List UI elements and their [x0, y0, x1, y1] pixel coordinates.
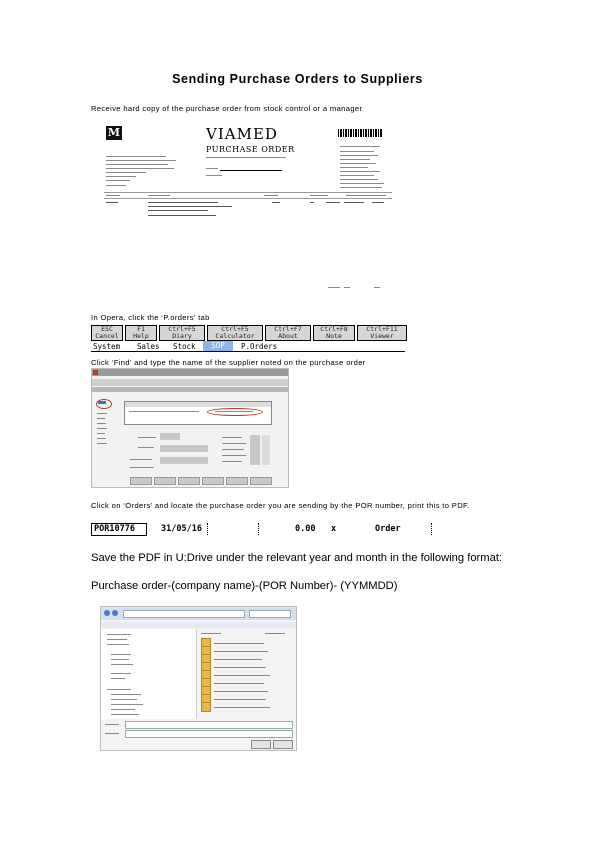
step-receive-hard-copy: Receive hard copy of the purchase order from stock control or a manager	[91, 104, 363, 113]
por-date: 31/05/16	[161, 524, 202, 534]
por-type: Order	[375, 524, 401, 534]
company-name: VIAMED	[206, 125, 278, 143]
function-key-viewer[interactable]: Ctrl+F11 Viewer	[357, 325, 407, 341]
function-key-note[interactable]: Ctrl+F8 Note	[313, 325, 355, 341]
tab-sales[interactable]: Sales	[137, 342, 160, 351]
barcode	[338, 129, 382, 137]
viamed-logo: M	[107, 126, 121, 139]
por-amount: 0.00	[295, 524, 316, 534]
po-document-title: PURCHASE ORDER	[206, 145, 295, 154]
filename-format: Purchase order-(company name)-(POR Number)- (YYMMDD)	[91, 580, 398, 592]
file-name-input[interactable]	[125, 721, 293, 729]
tab-porders[interactable]: P.Orders	[241, 342, 278, 351]
save-as-dialog-screenshot	[100, 606, 297, 751]
function-key-esc[interactable]: ESC Cancel	[91, 325, 123, 341]
function-key-help[interactable]: F1 Help	[125, 325, 157, 341]
tab-sop[interactable]: SOP	[203, 341, 233, 351]
cancel-button[interactable]	[273, 740, 293, 749]
function-key-about[interactable]: Ctrl+F7 About	[265, 325, 311, 341]
opera-tab-bar	[91, 342, 405, 352]
back-arrow-icon	[104, 610, 110, 616]
purchase-order-image	[100, 120, 398, 300]
step-click-find: Click ‘Find’ and type the name of the supplier noted on the purchase order	[91, 358, 366, 367]
supplier-name-field-highlight[interactable]	[207, 408, 263, 416]
por-order-row[interactable]	[91, 523, 435, 536]
function-key-calculator[interactable]: Ctrl+F5 Calculator	[207, 325, 263, 341]
find-supplier-screenshot	[91, 368, 289, 488]
function-key-diary[interactable]: Ctrl+F5 Diary	[159, 325, 205, 341]
por-number[interactable]: POR10776	[91, 523, 147, 536]
save-as-type-select[interactable]	[125, 730, 293, 738]
forward-arrow-icon	[112, 610, 118, 616]
tab-system[interactable]: System	[93, 342, 121, 351]
file-list[interactable]	[201, 638, 293, 718]
step-save-pdf: Save the PDF in U:Drive under the relevant year and month in the following format:	[91, 552, 503, 564]
page-title: Sending Purchase Orders to Suppliers	[172, 72, 423, 86]
por-flag: x	[331, 524, 337, 534]
step-click-orders: Click on ‘Orders’ and locate the purchase order you are sending by the POR number, print this to PDF.	[91, 501, 470, 510]
app-icon	[93, 370, 98, 375]
step-click-porders-tab: In Opera, click the ‘P.orders’ tab	[91, 313, 210, 322]
find-dialog	[124, 401, 272, 425]
save-button[interactable]	[251, 740, 271, 749]
tab-stock[interactable]: Stock	[173, 342, 196, 351]
